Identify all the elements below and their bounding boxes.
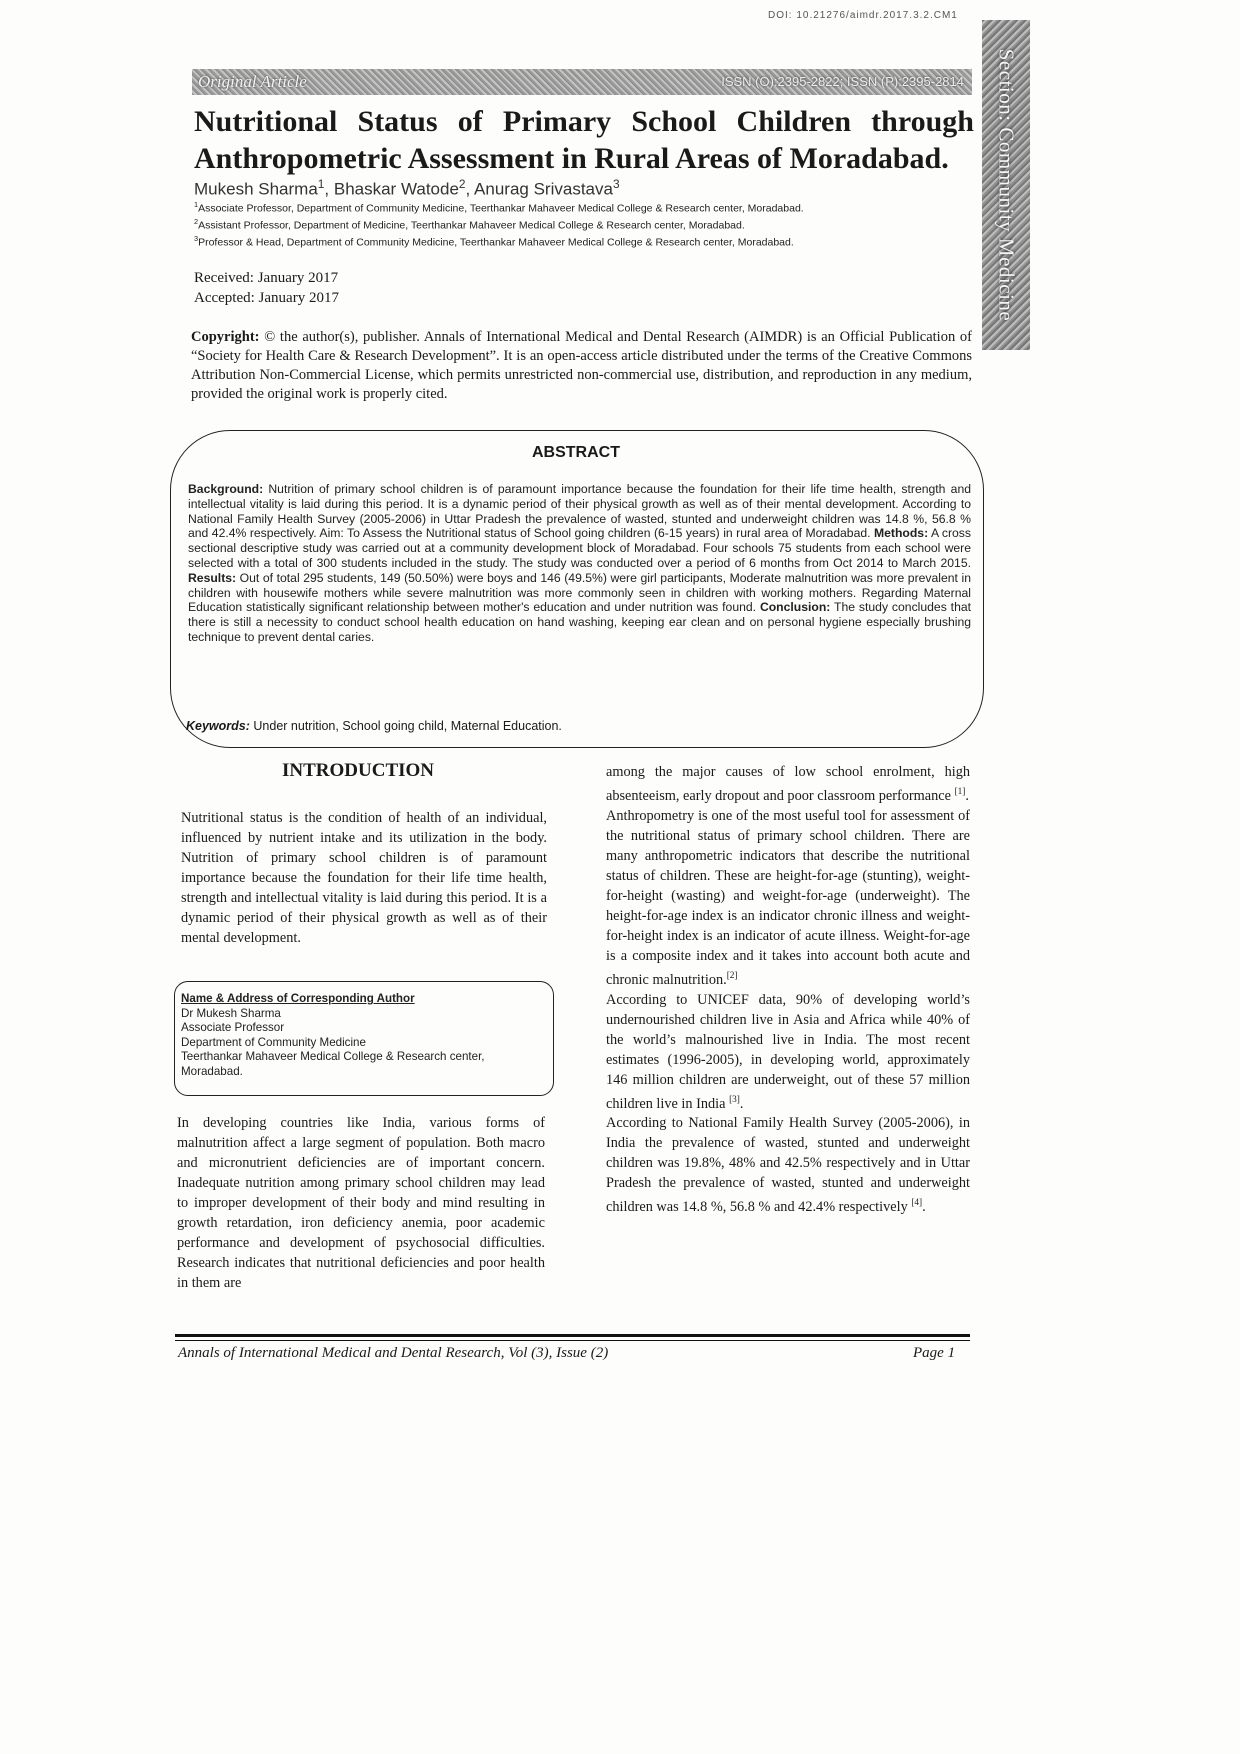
intro-paragraph: among the major causes of low school enrolment, high absenteeism, early dropout and poor classroom performance [1]. <box>606 764 970 804</box>
article-title-line-2: Anthropometric Assessment in Rural Areas of Moradabad. <box>194 142 949 175</box>
banner-issn: ISSN (O):2395-2822; ISSN (P):2395-2814 <box>721 74 964 89</box>
abstract-body: Background: Nutrition of primary school children is of paramount importance because the foundation for their life time health, strength and intellectual vitality is laid during this period. It is a dynamic period of their physical growth as well as of their mental development. According to National Family Health Survey (2005-2006) in Uttar Pradesh the prevalence of wasted, stunted and underweight children was 14.8 %, 56.8 % and 42.4% respectively. Aim: To Assess the Nutritional status of School going children (6-15 years) in rural area of Moradabad. Methods: A cross sectional descriptive study was carried out at a community development block of Moradabad. Four schools 75 students from each school were selected with a total of 300 students included in the study. The study was conducted over a period of 6 months from Oct 2014 to March 2015. Results: Out of total 295 students, 149 (50.50%) were boys and 146 (49.5%) were girl participants, Moderate malnutrition was more prevalent in children with housewife mothers while severe malnutrition was more commonly seen in children with working mothers. Regarding Maternal Education statistically significant relationship between mother's education and under nutrition was found. Conclusion: The study concludes that there is still a necessity to conduct school health education on hand washing, keeping ear clean and on personal hygiene especially brushing technique to prevent dental caries. <box>188 482 972 644</box>
intro-paragraph: In developing countries like India, various forms of malnutrition affect a large segment of population. Both macro and micronutrient deficiencies are of important concern. Inadequate nutrition among primary school children may lead to improper development of their body and mind resulting in growth retardation, iron deficiency anemia, poor academic performance and development of psychosocial difficulties. Research indicates that nutritional deficiencies and poor health in them are <box>177 1115 545 1291</box>
keywords: Keywords: Under nutrition, School going child, Maternal Education. <box>186 719 562 733</box>
section-side-tab <box>982 20 1030 350</box>
intro-paragraph: Anthropometry is one of the most useful tool for assessment of the nutritional status of primary school children. There are many anthropometric indicators that describe the nutritional status of children. These are height-for-age (stunting), weight-for-height (wasting) and weight-for-age (underweight). The height-for-age index is an indicator chronic illness and weight-for-height index is an indicator of acute illness. Weight-for-age is a composite index and it takes into account both acute and chronic malnutrition.[2] <box>606 807 970 988</box>
author-name: Bhaskar Watode <box>333 179 459 199</box>
footer-page-number: Page 1 <box>913 1345 956 1361</box>
affiliation: $^1$Associate Professor, Department of Community Medicine, Teerthankar Mahaveer Medical College & Research center, Moradabad. <box>194 200 804 215</box>
affiliation: $^2$Assistant Professor, Department of Medicine, Teerthankar Mahaveer Medical College & Research center, Moradabad. <box>194 217 745 232</box>
doi-text: DOI: 10.21276/aimdr.2017.3.2.CM1 <box>768 10 958 21</box>
intro-paragraph: According to UNICEF data, 90% of developing world’s undernourished children live in Asia and Africa while 40% of the world’s malnourished live in India. The most recent estimates (1996-2005), in developing world, approximately 146 million children are underweight, out of these 57 million children live in India [3]. <box>606 991 970 1112</box>
intro-right-column <box>606 762 970 1217</box>
affiliation: $^3$Professor & Head, Department of Community Medicine, Teerthankar Mahaveer Medical College & Research center, Moradabad. <box>194 234 794 249</box>
author-name: Mukesh Sharma <box>194 179 318 199</box>
article-title-line-1: Nutritional Status of Primary School Children through <box>194 105 974 138</box>
copyright-notice: Copyright: © the author(s), publisher. Annals of International Medical and Dental Research (AIMDR) is an Official Publication of “Society for Health Care & Research Development”. It is an open-access article distributed under the terms of the Creative Commons Attribution Non-Commercial License, which permits unrestricted non-commercial use, distribution, and reproduction in any medium, provided the original work is properly cited. <box>191 329 972 402</box>
corresponding-author: Name & Address of Corresponding Author Dr Mukesh Sharma Associate Professor Department of Community Medicine Teerthankar Mahaveer Medical College & Research center, Moradabad. <box>181 992 485 1078</box>
intro-paragraph: According to National Family Health Survey (2005-2006), in India the prevalence of wasted, stunted and underweight children was 19.8%, 48% and 42.5% respectively and in Uttar Pradesh the prevalence of wasted, stunted and underweight children was 14.8 %, 56.8 % and 42.4% respectively [4]. <box>606 1115 970 1216</box>
received-date: Received: January 2017 <box>194 270 339 286</box>
banner-article-type: Original Article <box>198 72 307 91</box>
author-name: Anurag Srivastava <box>474 179 613 199</box>
introduction-heading: INTRODUCTION <box>282 760 435 781</box>
intro-paragraph: Nutritional status is the condition of health of an individual, influenced by nutrient intake and its utilization in the body. Nutrition of primary school children is of paramount importance because the foundation for their life time health, strength and intellectual vitality is laid during this period. It is a dynamic period of their physical growth as well as of their mental development. <box>181 810 547 946</box>
author-list: Mukesh Sharma$^1$, Bhaskar Watode$^2$, Anurag Srivastava$^3$ <box>194 177 620 199</box>
footer-rule <box>175 1334 970 1337</box>
footer-rule-thin <box>175 1340 970 1341</box>
section-label: Section: Community Medicine <box>994 48 1019 322</box>
abstract-heading: ABSTRACT <box>532 444 620 461</box>
accepted-date: Accepted: January 2017 <box>194 290 339 306</box>
footer-journal: Annals of International Medical and Dental Research, Vol (3), Issue (2) <box>178 1345 609 1361</box>
article-type-banner <box>192 69 972 95</box>
